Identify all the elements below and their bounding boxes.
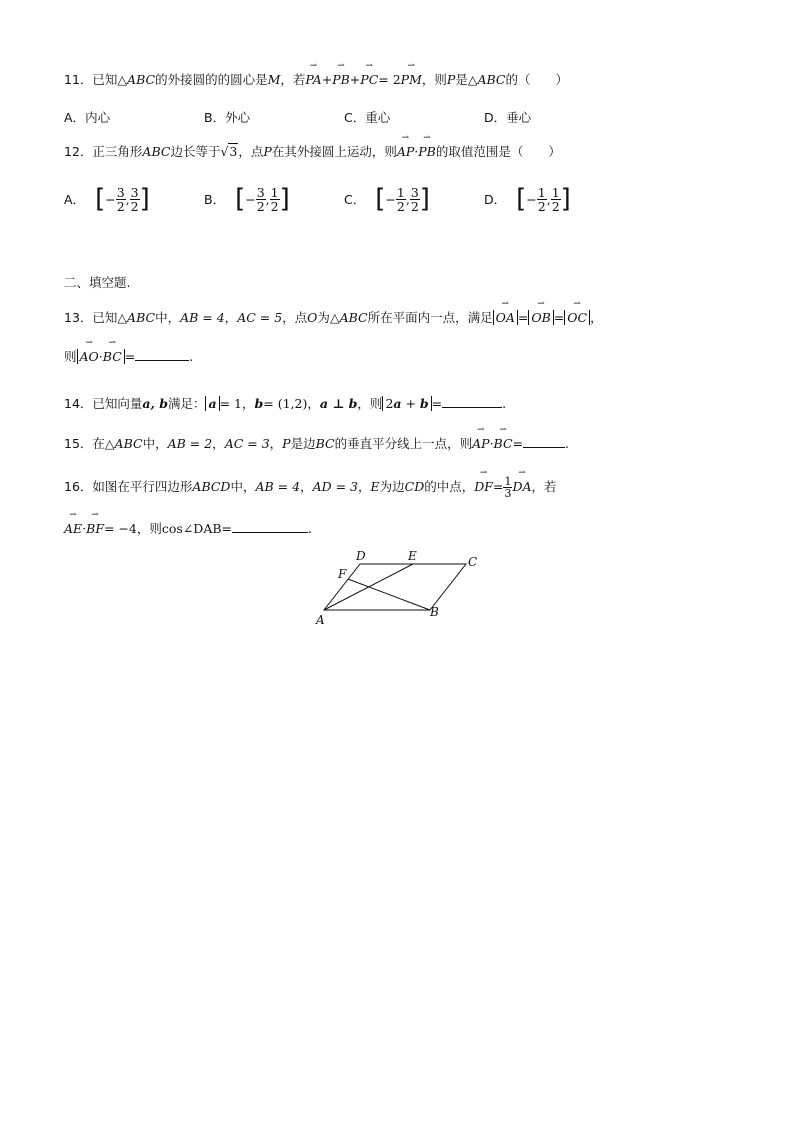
- vector-bf: ⇀ BF: [86, 521, 104, 537]
- denominator: 2: [410, 198, 419, 214]
- right-bracket: ]: [279, 184, 290, 214]
- q13-text: 中，: [155, 310, 181, 325]
- denominator: 2: [116, 198, 125, 214]
- sqrt-radicand: 3: [229, 144, 238, 159]
- option-text: 垂心: [506, 110, 532, 125]
- math-e: E: [370, 479, 380, 494]
- comma: ,: [125, 191, 130, 207]
- fraction: [551, 186, 561, 213]
- q11-text: 已知: [92, 72, 118, 87]
- magnitude-a: a: [205, 396, 219, 411]
- denominator: 2: [551, 198, 560, 214]
- numerator: 1: [551, 184, 560, 200]
- q14-text: ，则: [357, 396, 383, 411]
- q13-stem-line1: [64, 310, 603, 326]
- minus-sign: −: [245, 191, 256, 207]
- q14-stem: [64, 395, 506, 412]
- option-text: 重心: [365, 110, 391, 125]
- q16-text: ，则: [136, 521, 162, 536]
- point-label-b: B: [430, 605, 439, 619]
- numerator: 1: [504, 475, 512, 488]
- perpendicular-condition: a ⊥ b: [319, 396, 358, 411]
- q16-number: 16．: [64, 479, 93, 494]
- q13-text: ，点: [282, 310, 308, 325]
- q11-option-d: [484, 108, 531, 126]
- denominator: 3: [504, 487, 512, 500]
- q12-text: 正三角形: [92, 144, 143, 159]
- coefficient-two: 2: [385, 396, 394, 411]
- fraction: [537, 186, 547, 213]
- equals-sign: =: [431, 396, 443, 411]
- q11-option-c: [344, 108, 390, 126]
- vector-a: a: [393, 396, 402, 411]
- q11-text: 的外接圆的的圆心是: [155, 72, 268, 87]
- q12-text: 在其外接圆上运动，则: [271, 144, 397, 159]
- equals-one: = 1: [219, 396, 242, 411]
- option-letter: D．: [484, 192, 507, 207]
- triangle-symbol: △: [117, 310, 128, 325]
- q12-text: 的取值范围是（ ）: [435, 144, 561, 159]
- q16-stem-line2: [64, 520, 312, 537]
- dot-operator: ·: [489, 436, 494, 451]
- section-heading: 二、填空题.: [64, 275, 131, 290]
- q11-text: 的（ ）: [505, 72, 568, 87]
- equals-coords: = (1,2): [263, 396, 308, 411]
- equals-sign: =: [553, 310, 565, 325]
- left-bracket: [: [375, 184, 386, 214]
- math-ac-eq: AC = 5: [237, 310, 283, 325]
- q12-option-d: [484, 184, 571, 214]
- left-bracket: [: [516, 184, 527, 214]
- equals-sign: =: [512, 436, 524, 451]
- vector-b: b: [419, 396, 429, 411]
- fraction: [116, 186, 126, 213]
- q12-option-c: [344, 184, 430, 214]
- q12-number: 12．: [64, 144, 93, 159]
- vectors-ab: a, b: [142, 396, 168, 411]
- fraction: [130, 186, 140, 213]
- option-letter: C．: [344, 110, 366, 125]
- comma: ,: [265, 191, 270, 207]
- vector-pc: ⇀ PC: [360, 72, 378, 88]
- answer-blank[interactable]: [232, 520, 308, 533]
- plus-sign: +: [349, 72, 361, 87]
- fraction: [410, 186, 420, 213]
- vector-ob: ⇀ OB: [531, 310, 550, 326]
- period: .: [308, 521, 313, 536]
- equals-sign: =: [517, 310, 529, 325]
- q11-number: 11．: [64, 72, 93, 87]
- q15-text: ，: [269, 436, 283, 451]
- answer-blank[interactable]: [442, 395, 502, 408]
- math-abc: ABC: [127, 72, 156, 87]
- q13-text: 所在平面内一点，满足: [367, 310, 493, 325]
- vector-ae: ⇀ AE: [64, 521, 82, 537]
- q16-text: ，: [300, 479, 313, 494]
- math-abc: ABC: [127, 310, 156, 325]
- point-label-c: C: [468, 555, 478, 569]
- q13-text: 则: [64, 349, 77, 364]
- numerator: 3: [256, 184, 265, 200]
- equals-sign: =: [124, 349, 136, 364]
- math-ab-eq: AB = 4: [180, 310, 225, 325]
- math-m: M: [267, 72, 281, 87]
- period: .: [565, 436, 569, 451]
- denominator: 2: [270, 198, 279, 214]
- numerator: 3: [116, 184, 125, 200]
- q13-stem-line2: [64, 348, 193, 365]
- option-letter: B．: [204, 110, 226, 125]
- period: .: [189, 349, 194, 364]
- numerator: 1: [396, 184, 405, 200]
- dot-operator: ·: [82, 521, 87, 536]
- q14-text: ，: [242, 396, 255, 411]
- parallelogram-figure: [310, 548, 510, 628]
- q16-text: 的中点，: [424, 479, 475, 494]
- q16-text: 中，: [230, 479, 256, 494]
- q16-text: 如图在平行四边形: [92, 479, 193, 494]
- q14-text: 满足：: [167, 396, 206, 411]
- right-bracket: ]: [560, 184, 571, 214]
- option-text: 外心: [225, 110, 251, 125]
- option-letter: B．: [204, 192, 226, 207]
- q11-text: ，则: [421, 72, 447, 87]
- math-abc: ABC: [142, 144, 171, 159]
- q16-text: ，若: [531, 479, 557, 494]
- option-text: 内心: [85, 110, 111, 125]
- q12-option-b: [204, 184, 290, 214]
- math-ab-eq: AB = 4: [255, 479, 301, 494]
- left-bracket: [: [235, 184, 246, 214]
- vector-pb: ⇀ PB: [418, 144, 436, 160]
- math-p: P: [446, 72, 456, 87]
- q15-stem: [64, 435, 569, 452]
- q11-text: ，若: [280, 72, 306, 87]
- equals-sign: =: [221, 521, 233, 536]
- vector-pm: ⇀ PM: [401, 72, 422, 88]
- denominator: 2: [130, 198, 139, 214]
- equals-neg-four: = −4: [104, 521, 137, 536]
- math-bc: BC: [315, 436, 335, 451]
- vector-ap: ⇀ AP: [472, 436, 489, 452]
- sqrt-sign: √: [220, 144, 229, 159]
- dot-operator: ·: [414, 144, 419, 159]
- q12-stem: [64, 144, 561, 160]
- minus-sign: −: [105, 191, 116, 207]
- vector-b: b: [254, 396, 264, 411]
- point-label-d: D: [356, 549, 366, 563]
- option-letter: A．: [64, 110, 86, 125]
- period: .: [502, 396, 507, 411]
- triangle-symbol: △: [329, 310, 340, 325]
- comma: ,: [405, 191, 410, 207]
- triangle-symbol: △: [117, 72, 128, 87]
- denominator: 2: [396, 198, 405, 214]
- q15-text: 的垂直平分线上一点，则: [334, 436, 473, 451]
- q15-text: 是边: [290, 436, 316, 451]
- vector-oa: ⇀ OA: [496, 310, 515, 326]
- q13-text: ，: [590, 310, 603, 325]
- q16-stem-line1: [64, 476, 557, 499]
- triangle-symbol: △: [104, 436, 115, 451]
- dot-operator: ·: [98, 349, 103, 364]
- vector-oc: ⇀ OC: [567, 310, 587, 326]
- q15-text: 在: [92, 436, 105, 451]
- q14-text: ，: [307, 396, 320, 411]
- math-ab-eq: AB = 2: [167, 436, 213, 451]
- q13-text: 已知: [92, 310, 118, 325]
- q12-option-a: [64, 184, 150, 214]
- q11-option-b: [204, 108, 250, 126]
- q15-text: 中，: [142, 436, 168, 451]
- q14-number: 14．: [64, 396, 93, 411]
- numerator: 3: [410, 184, 419, 200]
- minus-sign: −: [385, 191, 396, 207]
- q12-text: 边长等于: [170, 144, 221, 159]
- q15-number: 15．: [64, 436, 93, 451]
- option-letter: D．: [484, 110, 507, 125]
- q13-number: 13．: [64, 310, 93, 325]
- plus-sign: +: [401, 396, 420, 411]
- vector-bc: ⇀ BC: [103, 349, 122, 365]
- math-abc: ABC: [339, 310, 368, 325]
- answer-blank[interactable]: [135, 348, 189, 361]
- q11-option-a: [64, 108, 110, 126]
- answer-blank[interactable]: [523, 435, 565, 448]
- q12-text: ，点: [238, 144, 264, 159]
- q13-text: ，: [224, 310, 238, 325]
- math-abcd: ABCD: [192, 479, 231, 494]
- math-p: P: [263, 144, 272, 159]
- right-bracket: ]: [419, 184, 430, 214]
- math-cd: CD: [404, 479, 425, 494]
- option-letter: C．: [344, 192, 366, 207]
- vector-ao: ⇀ AO: [80, 349, 99, 365]
- right-bracket: ]: [139, 184, 150, 214]
- fraction: [396, 186, 406, 213]
- q11-stem: [64, 72, 568, 88]
- fraction: [270, 186, 280, 213]
- vector-df: ⇀ DF: [474, 479, 493, 495]
- comma: ,: [546, 191, 551, 207]
- math-o: O: [307, 310, 318, 325]
- vector-pa: ⇀ PA: [305, 72, 321, 88]
- triangle-symbol: △: [467, 72, 478, 87]
- q16-text: 为边: [379, 479, 405, 494]
- q15-text: ，: [212, 436, 225, 451]
- fraction: [256, 186, 266, 213]
- segment-bf: [348, 579, 430, 610]
- point-label-f: F: [338, 567, 347, 581]
- cos-angle-dab: cos∠DAB: [161, 521, 222, 536]
- numerator: 1: [537, 184, 546, 200]
- math-p: P: [282, 436, 291, 451]
- numerator: 3: [130, 184, 139, 200]
- q16-text: ，: [358, 479, 371, 494]
- q13-text: 为: [317, 310, 330, 325]
- q14-text: 已知向量: [92, 396, 143, 411]
- plus-sign: +: [321, 72, 333, 87]
- vector-ap: ⇀ AP: [397, 144, 414, 160]
- denominator: 2: [537, 198, 546, 214]
- denominator: 2: [256, 198, 265, 214]
- numerator: 1: [270, 184, 279, 200]
- math-abc: ABC: [114, 436, 143, 451]
- q11-text: 是: [455, 72, 468, 87]
- left-bracket: [: [95, 184, 106, 214]
- math-ac-eq: AC = 3: [224, 436, 270, 451]
- minus-sign: −: [526, 191, 537, 207]
- equals-sign: =: [492, 479, 504, 494]
- math-ad-eq: AD = 3: [312, 479, 359, 494]
- vector-pb: ⇀ PB: [332, 72, 350, 88]
- point-label-a: A: [316, 613, 325, 627]
- math-abc: ABC: [477, 72, 506, 87]
- vector-da: ⇀ DA: [512, 479, 531, 495]
- equals-two: = 2: [378, 72, 401, 87]
- option-letter: A．: [64, 192, 86, 207]
- vector-bc: ⇀ BC: [494, 436, 513, 452]
- point-label-e: E: [408, 549, 417, 563]
